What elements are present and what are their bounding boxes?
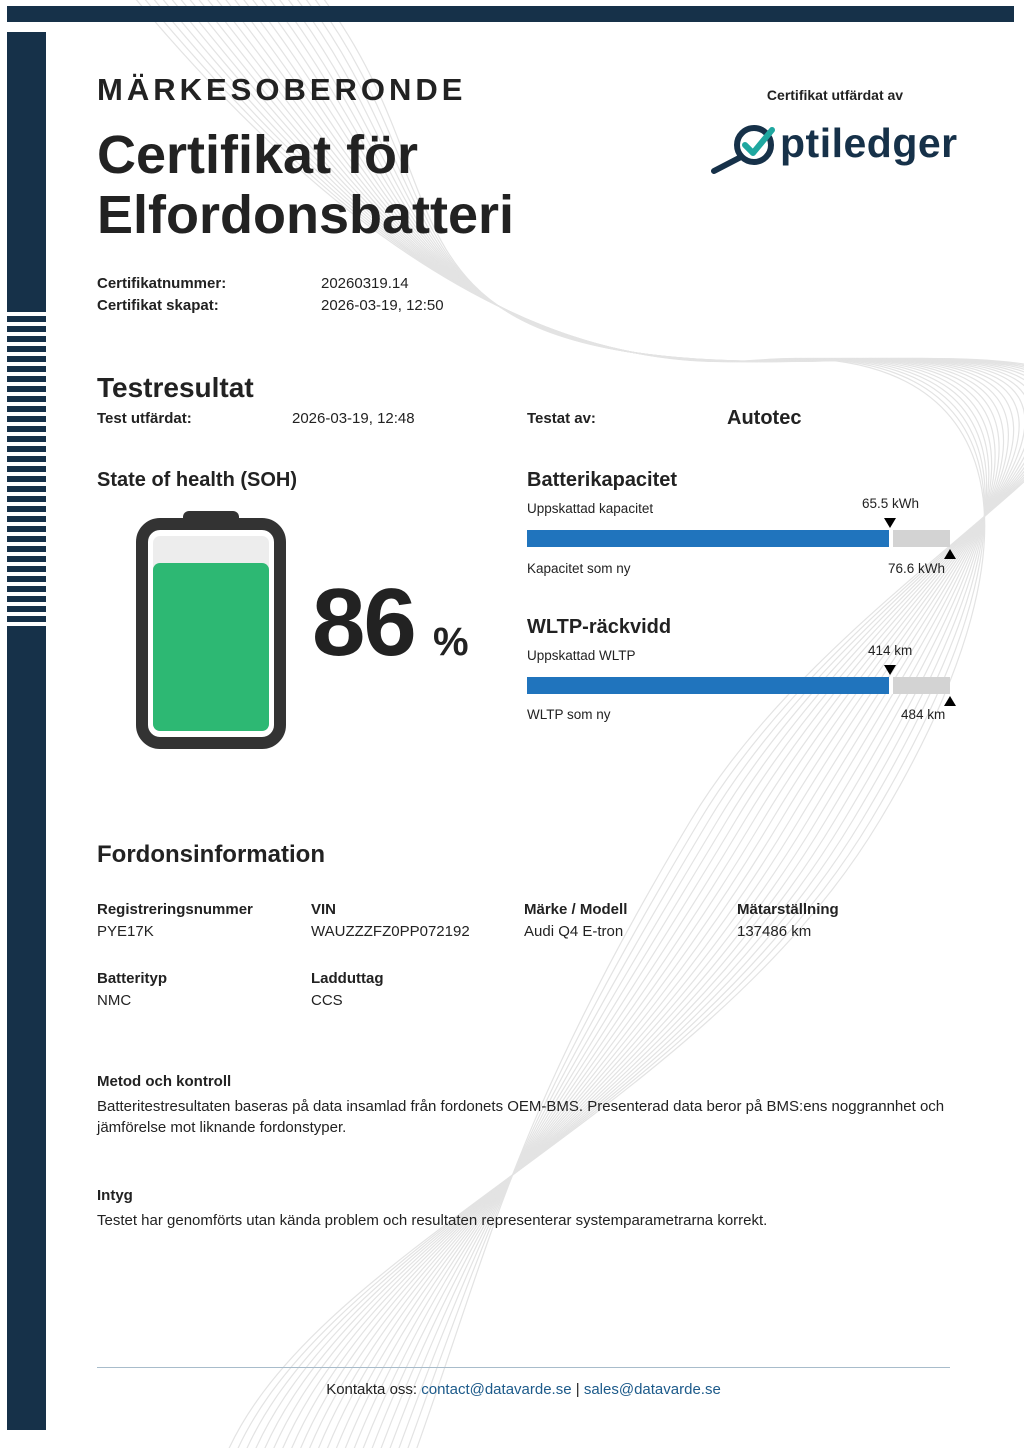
- battery-type-label: Batterityp: [97, 970, 168, 987]
- make-model-value: Audi Q4 E-tron: [524, 923, 624, 940]
- logo-wordmark: ptiledger: [780, 120, 958, 166]
- range-bar-track: [527, 677, 950, 694]
- vin-label: VIN: [311, 901, 337, 918]
- capacity-estimated-value: 65.5 kWh: [862, 496, 920, 511]
- capacity-new-marker: [944, 549, 956, 559]
- attestation-text: Testet har genomförts utan kända problem och resultaten representerar systemparametrarna korrekt.: [97, 1212, 768, 1229]
- battery-type-value: NMC: [97, 992, 132, 1009]
- battery-charge-fill: [153, 563, 269, 731]
- side-bar: [7, 32, 46, 1430]
- odometer-value: 137486 km: [737, 923, 812, 940]
- range-new-label: WLTP som ny: [527, 707, 611, 722]
- test-results-heading: Testresultat: [97, 372, 254, 403]
- range-bar-fill: [527, 677, 889, 694]
- vehicle-info-heading: Fordonsinformation: [97, 841, 325, 868]
- odometer-label: Mätarställning: [737, 901, 839, 918]
- tested-by-label: Testat av:: [527, 410, 596, 427]
- certificate-number-value: 20260319.14: [321, 275, 409, 292]
- sales-email-link[interactable]: sales@datavarde.se: [583, 1381, 721, 1398]
- footer-separator: |: [575, 1381, 580, 1398]
- method-text: Batteritestresultaten baseras på data insamlad från fordonets OEM-BMS. Presenterad data beror på BMS:ens noggrannhet och jämförelse mot liknande fordonstyper.: [97, 1098, 945, 1136]
- attestation-heading: Intyg: [97, 1187, 133, 1204]
- range-bar-gap: [889, 677, 893, 694]
- battery-icon: [136, 511, 286, 749]
- charge-port-value: CCS: [311, 992, 343, 1009]
- range-estimated-marker: [884, 665, 896, 675]
- range-estimated-value: 414 km: [868, 643, 913, 658]
- range-new-marker: [944, 696, 956, 706]
- certificate-created-value: 2026-03-19, 12:50: [321, 297, 444, 314]
- contact-email-link[interactable]: contact@datavarde.se: [421, 1381, 572, 1398]
- page-title: [97, 125, 514, 245]
- vin-value: WAUZZZFZ0PP072192: [311, 923, 470, 940]
- test-issued-label: Test utfärdat:: [97, 410, 192, 427]
- capacity-bar-gap: [889, 530, 893, 547]
- footer-contact: [97, 1381, 950, 1398]
- title-line-1: Certifikat för: [97, 125, 419, 185]
- soh-unit: %: [433, 620, 469, 664]
- capacity-estimated-marker: [884, 518, 896, 528]
- capacity-bar-track: [527, 530, 950, 547]
- reg-number-value: PYE17K: [97, 923, 154, 940]
- reg-number-label: Registreringsnummer: [97, 901, 253, 918]
- issued-by-label: Certifikat utfärdat av: [766, 87, 904, 103]
- certificate-created-label: Certifikat skapat:: [97, 297, 219, 314]
- capacity-new-label: Kapacitet som ny: [527, 561, 631, 576]
- certificate-number-label: Certifikatnummer:: [97, 275, 227, 292]
- footer-divider: [97, 1367, 950, 1368]
- range-heading: WLTP-räckvidd: [527, 616, 672, 638]
- test-issued-value: 2026-03-19, 12:48: [292, 410, 415, 427]
- soh-value: 86: [312, 569, 415, 676]
- make-model-label: Märke / Modell: [524, 901, 628, 918]
- top-bar: [7, 6, 1014, 22]
- range-new-value: 484 km: [901, 707, 946, 722]
- capacity-new-value: 76.6 kWh: [888, 561, 946, 576]
- charge-port-label: Ladduttag: [311, 970, 384, 987]
- brand-independent-label: MÄRKESOBERONDE: [97, 72, 467, 107]
- optiledger-logo: [710, 116, 960, 176]
- side-bar-stripes: [7, 306, 46, 630]
- capacity-bar-fill: [527, 530, 889, 547]
- range-estimated-label: Uppskattad WLTP: [527, 648, 636, 663]
- capacity-heading: Batterikapacitet: [527, 469, 678, 491]
- method-heading: Metod och kontroll: [97, 1073, 232, 1090]
- tested-by-value: Autotec: [727, 407, 802, 429]
- soh-heading: State of health (SOH): [97, 469, 298, 491]
- capacity-estimated-label: Uppskattad kapacitet: [527, 501, 654, 516]
- contact-label: Kontakta oss:: [326, 1381, 418, 1398]
- title-line-2: Elfordonsbatteri: [97, 185, 515, 245]
